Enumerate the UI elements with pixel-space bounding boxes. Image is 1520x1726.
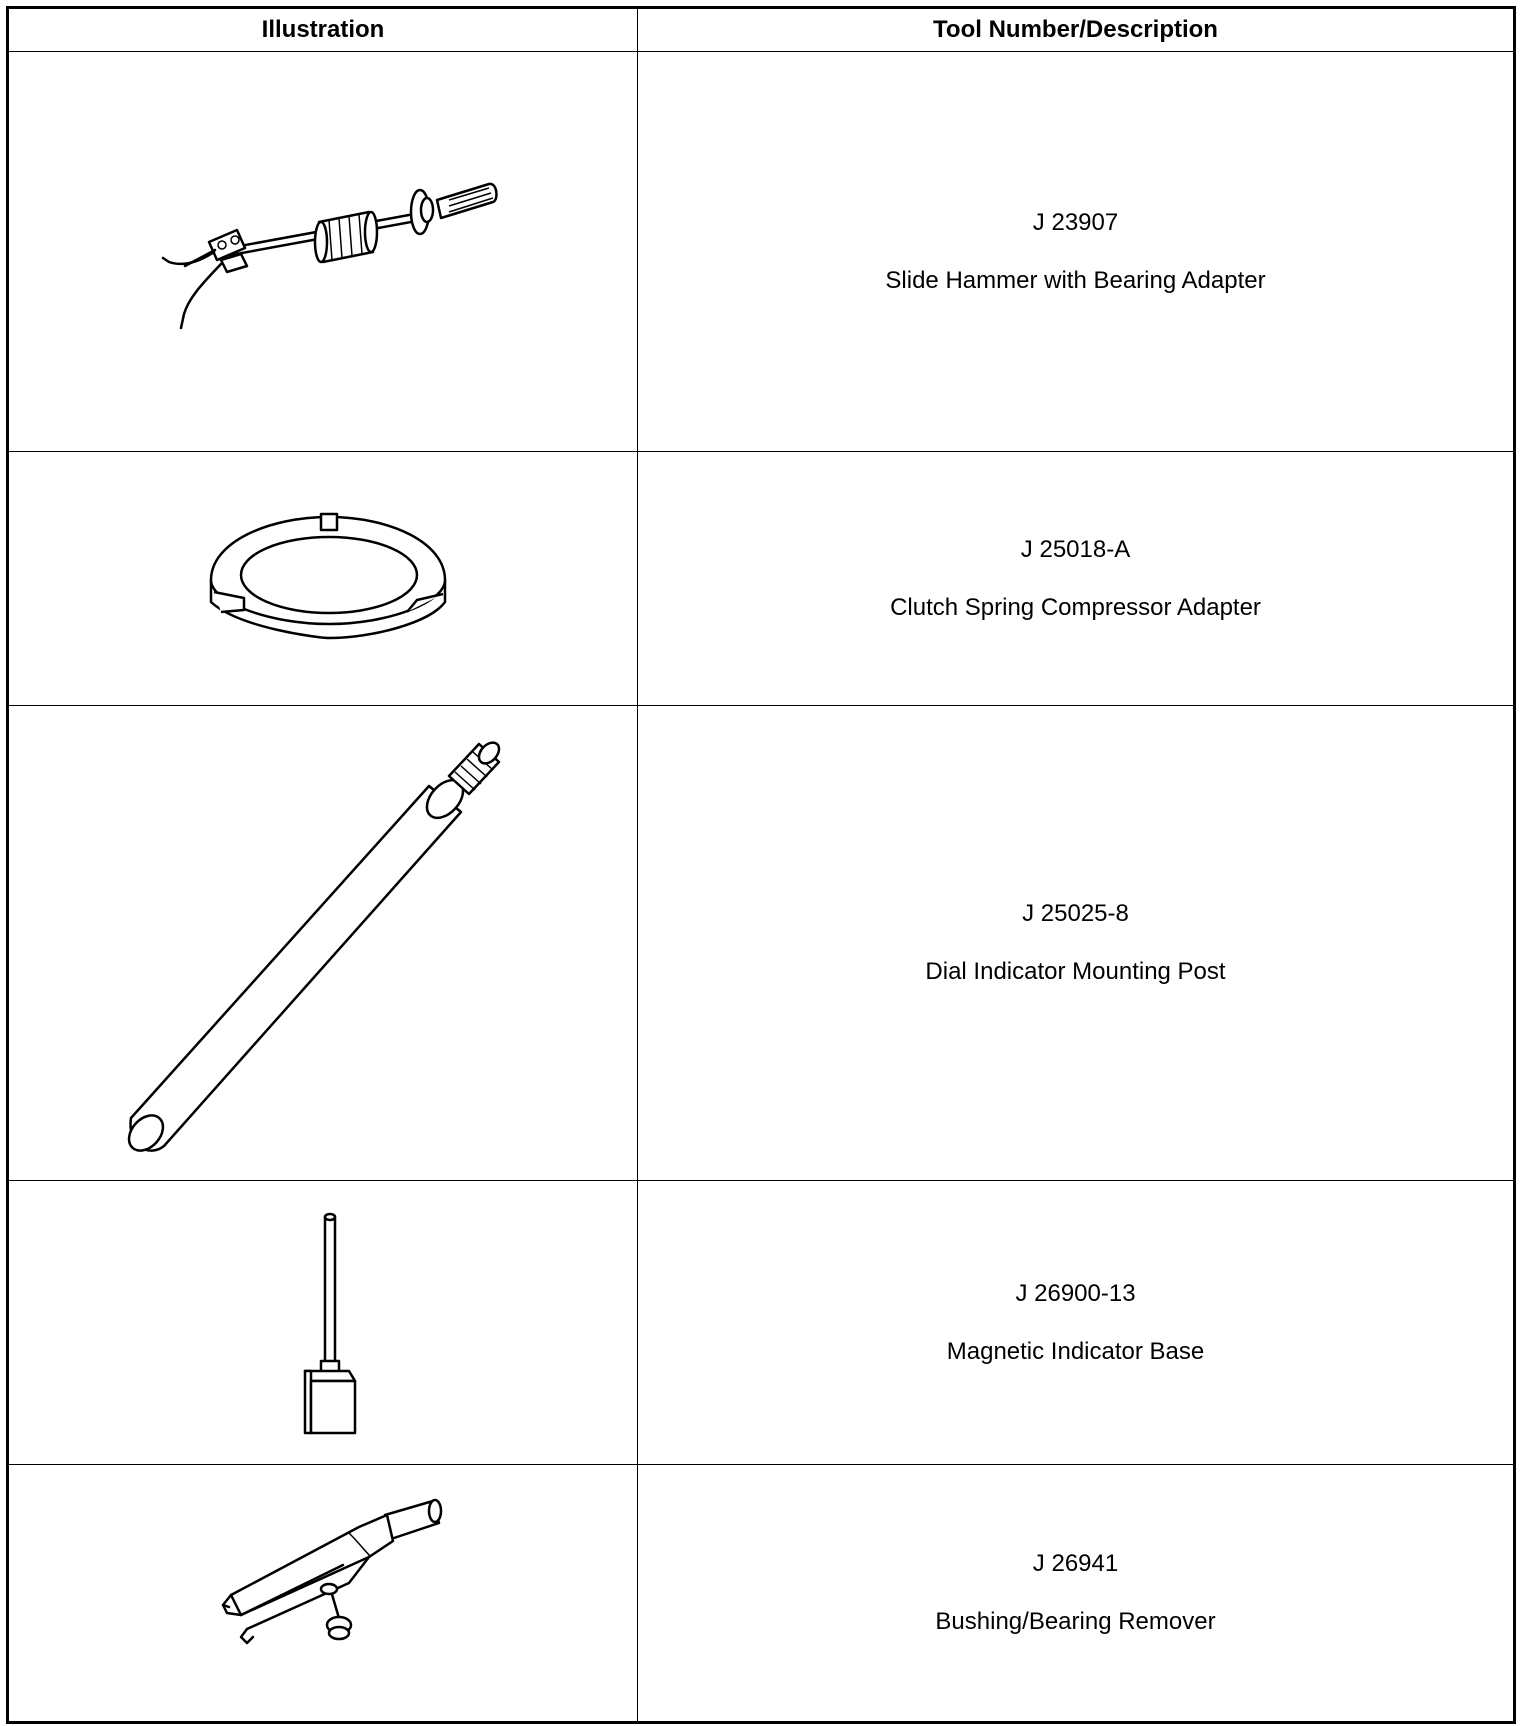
tool-number: J 26941	[1032, 1550, 1119, 1577]
illustration-cell	[8, 52, 638, 452]
tool-name: Magnetic Indicator Base	[946, 1337, 1205, 1365]
tool-number: J 25025-8	[1022, 900, 1129, 927]
illustration-cell	[8, 1181, 638, 1465]
mounting-post-icon	[9, 706, 635, 1179]
description-cell	[638, 1181, 1515, 1465]
special-tools-table	[6, 6, 1516, 1724]
description-cell	[638, 1465, 1515, 1723]
description-cell	[638, 452, 1515, 706]
tool-number: J 26900-13	[1015, 1279, 1136, 1307]
header-row	[8, 8, 1515, 52]
illustration-cell	[8, 452, 638, 706]
illustration-column-header: Illustration	[8, 8, 638, 52]
description-cell	[638, 52, 1515, 452]
tool-number: J 25018-A	[1020, 535, 1131, 563]
table-row	[8, 1181, 1515, 1465]
table-row	[8, 706, 1515, 1181]
tool-name: Clutch Spring Compressor Adapter	[890, 593, 1261, 621]
bearing-remover-icon	[9, 1465, 635, 1721]
tool-name: Dial Indicator Mounting Post	[925, 958, 1226, 985]
tool-number: J 23907	[1032, 208, 1119, 236]
illustration-cell	[8, 706, 638, 1181]
description-column-header: Tool Number/Description	[638, 8, 1515, 52]
tool-name: Slide Hammer with Bearing Adapter	[885, 266, 1266, 294]
table-row	[8, 52, 1515, 452]
magnetic-base-icon	[9, 1181, 635, 1463]
table-row	[8, 452, 1515, 706]
adapter-ring-icon	[9, 452, 635, 704]
table-row	[8, 1465, 1515, 1723]
illustration-cell	[8, 1465, 638, 1723]
tool-name: Bushing/Bearing Remover	[935, 1608, 1216, 1635]
description-cell	[638, 706, 1515, 1181]
slide-hammer-icon	[9, 52, 635, 450]
